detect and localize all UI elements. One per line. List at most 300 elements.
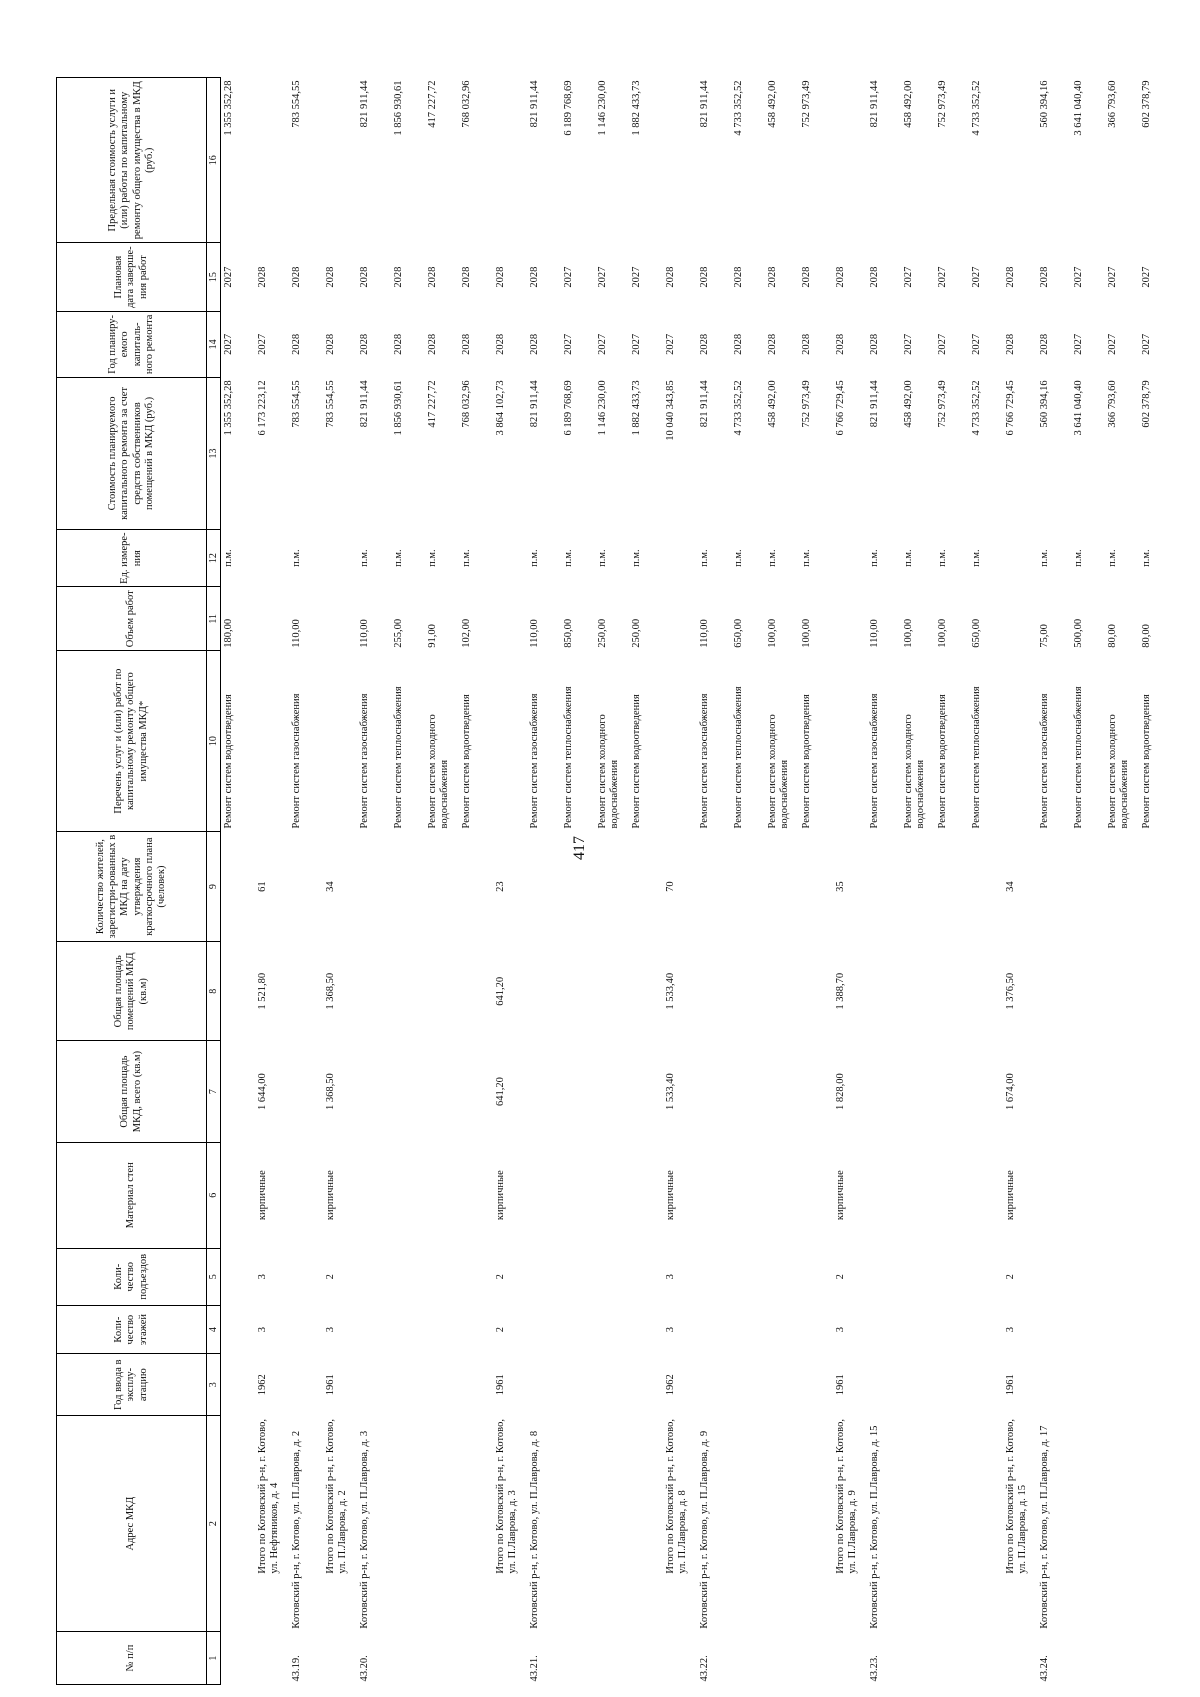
- cell-col-5: 2: [1005, 1274, 1016, 1280]
- cell-col-6: кирпичные: [495, 1170, 506, 1221]
- cell-col-2: [1105, 1416, 1139, 1632]
- cell-col-3: [867, 1354, 901, 1416]
- cell-col-7: [289, 1041, 323, 1142]
- rotated-page: [0, 67, 1152, 1697]
- cell-col-13: 1 856 930,61: [393, 380, 404, 436]
- cell-col-2: [391, 1416, 425, 1632]
- column-header-1: № п/п: [57, 1632, 207, 1685]
- cell-col-1: [1071, 1632, 1105, 1685]
- column-header-7: Общая площадь МКД, всего (кв.м): [57, 1041, 207, 1142]
- cell-col-8: [595, 942, 629, 1041]
- cell-col-13: 366 793,60: [1107, 380, 1118, 428]
- cell-col-8: [799, 942, 833, 1041]
- table-row: [357, 78, 391, 1685]
- cell-col-16: 3 641 040,40: [1073, 80, 1084, 136]
- cell-col-4: 3: [665, 1327, 676, 1333]
- cell-col-2: Итого по Котовский р-н, г. Котово, ул. П.Лаврова, д. 9: [835, 1419, 859, 1574]
- cell-col-16: 821 911,44: [359, 80, 370, 128]
- cell-col-8: [289, 942, 323, 1041]
- cell-col-4: 3: [325, 1327, 336, 1333]
- cell-col-14: 2027: [1107, 333, 1118, 355]
- cell-col-10: Ремонт систем теплоснабжения: [1073, 686, 1084, 829]
- cell-col-9: [697, 831, 731, 941]
- cell-col-4: [629, 1305, 663, 1353]
- cell-col-16: 1 146 230,00: [597, 80, 608, 136]
- cell-col-8: [901, 942, 935, 1041]
- cell-col-4: [1037, 1305, 1071, 1353]
- table-row: [629, 78, 663, 1685]
- cell-col-7: 1 644,00: [257, 1073, 268, 1110]
- cell-col-8: 1 388,70: [835, 972, 846, 1010]
- cell-col-7: 641,20: [495, 1077, 506, 1107]
- cell-col-16: 366 793,60: [1107, 80, 1118, 128]
- cell-col-4: [799, 1305, 833, 1353]
- cell-col-8: [1139, 942, 1173, 1041]
- cell-col-14: 2028: [801, 333, 812, 355]
- cell-col-10: Ремонт систем газоснабжения: [359, 693, 370, 829]
- cell-col-8: [1037, 942, 1071, 1041]
- cell-col-2: [459, 1416, 493, 1632]
- cell-col-13: 821 911,44: [359, 380, 370, 428]
- total-row: [255, 78, 289, 1685]
- cell-col-3: [935, 1354, 969, 1416]
- column-number-2: 2: [207, 1416, 221, 1632]
- cell-col-16: 821 911,44: [869, 80, 880, 128]
- header-row: [57, 78, 207, 1685]
- cell-col-8: [969, 942, 1003, 1041]
- cell-col-5: [1105, 1248, 1139, 1305]
- cell-col-15: 2027: [1073, 266, 1084, 288]
- cell-col-15: 2027: [631, 266, 642, 288]
- cell-col-14: 2027: [665, 333, 676, 355]
- cell-col-13: 560 394,16: [1039, 380, 1050, 428]
- cell-col-1: 43.20.: [359, 1655, 370, 1682]
- cell-col-14: 2028: [427, 333, 438, 355]
- cell-col-8: 1 376,50: [1005, 972, 1016, 1010]
- cell-col-4: [391, 1305, 425, 1353]
- cell-col-10: Ремонт систем водоотведения: [223, 694, 234, 829]
- cell-col-4: [221, 1305, 256, 1353]
- cell-col-3: [799, 1354, 833, 1416]
- cell-col-12: п.м.: [359, 549, 370, 567]
- cell-col-1: 43.24.: [1039, 1655, 1050, 1682]
- cell-col-15: 2028: [257, 266, 268, 288]
- cell-col-13: 417 227,72: [427, 380, 438, 428]
- cell-col-10: Ремонт систем водоотведения: [631, 694, 642, 829]
- cell-col-16: 768 032,96: [461, 80, 472, 128]
- cell-col-6: [459, 1142, 493, 1248]
- cell-col-6: [935, 1142, 969, 1248]
- cell-col-9: 34: [1005, 881, 1016, 892]
- cell-col-15: 2028: [1005, 266, 1016, 288]
- cell-col-9: [221, 831, 256, 941]
- cell-col-13: 6 189 768,69: [563, 380, 574, 436]
- cell-col-9: [935, 831, 969, 941]
- cell-col-13: 6 766 729,45: [835, 380, 846, 436]
- cell-col-10: Ремонт систем газоснабжения: [529, 693, 540, 829]
- cell-col-11: 110,00: [699, 619, 710, 648]
- cell-col-7: [765, 1041, 799, 1142]
- total-row: [833, 78, 867, 1685]
- cell-col-15: 2027: [597, 266, 608, 288]
- cell-col-12: п.м.: [393, 549, 404, 567]
- cell-col-14: 2027: [631, 333, 642, 355]
- cell-col-13: 783 554,55: [325, 380, 336, 428]
- cell-col-12: п.м.: [223, 549, 234, 567]
- cell-col-16: 821 911,44: [699, 80, 710, 128]
- cell-col-1: 43.19.: [291, 1655, 302, 1682]
- cell-col-7: [1071, 1041, 1105, 1142]
- cell-col-4: [1139, 1305, 1173, 1353]
- cell-col-5: [1139, 1248, 1173, 1305]
- cell-col-9: [1105, 831, 1139, 941]
- cell-col-15: 2027: [1107, 266, 1118, 288]
- cell-col-14: 2028: [393, 333, 404, 355]
- column-number-14: 14: [207, 311, 221, 377]
- cell-col-12: [663, 530, 697, 587]
- cell-col-3: [561, 1354, 595, 1416]
- cell-col-15: 2028: [359, 266, 370, 288]
- cell-col-10: Ремонт систем газоснабжения: [699, 693, 710, 829]
- cell-col-6: кирпичные: [257, 1170, 268, 1221]
- cell-col-7: [697, 1041, 731, 1142]
- cell-col-2: Котовский р-н, г. Котово, ул. П.Лаврова, д. 3: [359, 1430, 370, 1629]
- cell-col-13: 752 973,49: [937, 380, 948, 428]
- table-row: [1037, 78, 1071, 1685]
- cell-col-2: [731, 1416, 765, 1632]
- column-number-7: 7: [207, 1041, 221, 1142]
- cell-col-6: кирпичные: [835, 1170, 846, 1221]
- cell-col-10: Ремонт систем газоснабжения: [869, 693, 880, 829]
- cell-col-5: [595, 1248, 629, 1305]
- page-number: 417: [571, 836, 588, 860]
- cell-col-12: [323, 530, 357, 587]
- cell-col-8: [561, 942, 595, 1041]
- cell-col-11: 250,00: [631, 618, 642, 648]
- cell-col-14: 2027: [257, 333, 268, 355]
- cell-col-9: [391, 831, 425, 941]
- column-number-4: 4: [207, 1305, 221, 1353]
- column-number-13: 13: [207, 377, 221, 529]
- cell-col-10: Ремонт систем холодного водоснабжения: [767, 714, 791, 829]
- cell-col-6: [799, 1142, 833, 1248]
- table-row: [595, 78, 629, 1685]
- cell-col-14: 2027: [971, 333, 982, 355]
- cell-col-3: 1961: [325, 1374, 336, 1396]
- cell-col-7: [799, 1041, 833, 1142]
- cell-col-3: [1037, 1354, 1071, 1416]
- cell-col-14: 2028: [1005, 333, 1016, 355]
- table-row: [527, 78, 561, 1685]
- cell-col-4: [1105, 1305, 1139, 1353]
- column-number-row: [207, 78, 221, 1685]
- cell-col-15: 2028: [767, 266, 778, 288]
- cell-col-11: 255,00: [393, 618, 404, 648]
- column-number-9: 9: [207, 831, 221, 941]
- cell-col-14: 2027: [597, 333, 608, 355]
- cell-col-8: [1105, 942, 1139, 1041]
- cell-col-5: [561, 1248, 595, 1305]
- cell-col-3: 1962: [665, 1374, 676, 1396]
- cell-col-7: 1 368,50: [325, 1073, 336, 1110]
- cell-col-1: [1105, 1632, 1139, 1685]
- table-row: [561, 78, 595, 1685]
- cell-col-6: [221, 1142, 256, 1248]
- cell-col-6: кирпичные: [1005, 1170, 1016, 1221]
- cell-col-7: 1 674,00: [1005, 1073, 1016, 1110]
- cell-col-10: Ремонт систем холодного водоснабжения: [903, 714, 927, 829]
- cell-col-8: [357, 942, 391, 1041]
- cell-col-1: 43.23.: [869, 1655, 880, 1682]
- table-row: [289, 78, 323, 1685]
- cell-col-4: [1071, 1305, 1105, 1353]
- cell-col-1: [561, 1632, 595, 1685]
- cell-col-11: 80,00: [1141, 624, 1152, 648]
- cell-col-16: [255, 78, 289, 243]
- cell-col-14: 2028: [461, 333, 472, 355]
- cell-col-8: [527, 942, 561, 1041]
- cell-col-9: [901, 831, 935, 941]
- column-number-8: 8: [207, 942, 221, 1041]
- cell-col-16: 752 973,49: [801, 80, 812, 128]
- column-header-14: Год планиру-емого капиталь-ного ремонта: [57, 311, 207, 377]
- cell-col-15: 2028: [1039, 266, 1050, 288]
- cell-col-8: [867, 942, 901, 1041]
- cell-col-2: Котовский р-н, г. Котово, ул. П.Лаврова, д. 9: [699, 1430, 710, 1629]
- cell-col-11: 180,00: [223, 618, 234, 648]
- cell-col-14: 2028: [529, 333, 540, 355]
- cell-col-6: [527, 1142, 561, 1248]
- cell-col-5: [629, 1248, 663, 1305]
- table-row: [867, 78, 901, 1685]
- cell-col-7: [425, 1041, 459, 1142]
- cell-col-12: п.м.: [1039, 549, 1050, 567]
- cell-col-6: [425, 1142, 459, 1248]
- cell-col-3: [1071, 1354, 1105, 1416]
- cell-col-2: Итого по Котовский р-н, г. Котово, ул. П.Лаврова, д. 8: [665, 1419, 689, 1574]
- cell-col-15: 2028: [733, 266, 744, 288]
- cell-col-9: [1071, 831, 1105, 941]
- cell-col-12: [255, 530, 289, 587]
- cell-col-10: Ремонт систем водоотведения: [461, 694, 472, 829]
- cell-col-7: 1 533,40: [665, 1073, 676, 1110]
- cell-col-2: [561, 1416, 595, 1632]
- total-row: [493, 78, 527, 1685]
- cell-col-16: 1 882 433,73: [631, 80, 642, 136]
- column-header-9: Количество жителей, зарегистри-рованных в МКД на дату утверждения краткосрочного плана (человек): [57, 831, 207, 941]
- cell-col-6: [1139, 1142, 1173, 1248]
- cell-col-4: [527, 1305, 561, 1353]
- cell-col-1: [595, 1632, 629, 1685]
- cell-col-7: 1 828,00: [835, 1073, 846, 1110]
- cell-col-16: 4 733 352,52: [733, 80, 744, 136]
- table-row: [765, 78, 799, 1685]
- cell-col-3: [969, 1354, 1003, 1416]
- cell-col-3: [697, 1354, 731, 1416]
- cell-col-6: [391, 1142, 425, 1248]
- cell-col-5: 2: [835, 1274, 846, 1280]
- cell-col-10: Ремонт систем холодного водоснабжения: [427, 714, 451, 829]
- cell-col-1: [799, 1632, 833, 1685]
- cell-col-2: Итого по Котовский р-н, г. Котово, ул. П.Лаврова, д. 2: [325, 1419, 349, 1574]
- cell-col-5: [221, 1248, 256, 1305]
- cell-col-11: 850,00: [563, 618, 574, 648]
- cell-col-10: [663, 651, 697, 832]
- cell-col-5: [289, 1248, 323, 1305]
- cell-col-6: кирпичные: [665, 1170, 676, 1221]
- cell-col-15: 2028: [393, 266, 404, 288]
- column-header-16: Предельная стоимость услуги и (или) работы по капитальному ремонту общего имущества в МКД (руб.): [57, 78, 207, 243]
- cell-col-1: [493, 1632, 527, 1685]
- cell-col-7: [901, 1041, 935, 1142]
- cell-col-8: [459, 942, 493, 1041]
- cell-col-9: [867, 831, 901, 941]
- cell-col-14: 2027: [903, 333, 914, 355]
- cell-col-15: 2028: [699, 266, 710, 288]
- cell-col-1: [765, 1632, 799, 1685]
- cell-col-3: 1961: [495, 1374, 506, 1396]
- cell-col-13: 1 146 230,00: [597, 380, 608, 436]
- cell-col-13: 458 492,00: [767, 380, 778, 428]
- cell-col-4: [765, 1305, 799, 1353]
- cell-col-6: [765, 1142, 799, 1248]
- column-number-11: 11: [207, 587, 221, 651]
- cell-col-6: [357, 1142, 391, 1248]
- cell-col-12: п.м.: [767, 549, 778, 567]
- cell-col-2: Итого по Котовский р-н, г. Котово, ул. П.Лаврова, д. 15: [1005, 1419, 1029, 1574]
- column-number-12: 12: [207, 530, 221, 587]
- cell-col-9: [561, 831, 595, 941]
- cell-col-7: [1105, 1041, 1139, 1142]
- cell-col-14: 2027: [563, 333, 574, 355]
- cell-col-9: [289, 831, 323, 941]
- cell-col-16: [1003, 78, 1037, 243]
- cell-col-10: [255, 651, 289, 832]
- cell-col-5: [1071, 1248, 1105, 1305]
- table-row: [1105, 78, 1139, 1685]
- cell-col-7: [561, 1041, 595, 1142]
- cell-col-15: 2028: [665, 266, 676, 288]
- cell-col-11: [493, 587, 527, 651]
- cell-col-9: 35: [835, 881, 846, 892]
- cell-col-8: [221, 942, 256, 1041]
- cell-col-14: 2028: [869, 333, 880, 355]
- cell-col-12: п.м.: [291, 549, 302, 567]
- cell-col-9: [1037, 831, 1071, 941]
- cell-col-14: 2028: [359, 333, 370, 355]
- cell-col-6: [1105, 1142, 1139, 1248]
- cell-col-12: п.м.: [937, 549, 948, 567]
- cell-col-13: 6 766 729,45: [1005, 380, 1016, 436]
- cell-col-3: [357, 1354, 391, 1416]
- cell-col-15: 2028: [835, 266, 846, 288]
- cell-col-2: Котовский р-н, г. Котово, ул. П.Лаврова, д. 2: [291, 1430, 302, 1629]
- table-row: [799, 78, 833, 1685]
- cell-col-2: [765, 1416, 799, 1632]
- cell-col-3: 1961: [1005, 1374, 1016, 1396]
- cell-col-5: [969, 1248, 1003, 1305]
- cell-col-5: [935, 1248, 969, 1305]
- cell-col-1: 43.22.: [699, 1655, 710, 1682]
- cell-col-7: [935, 1041, 969, 1142]
- cell-col-6: [1071, 1142, 1105, 1248]
- total-row: [663, 78, 697, 1685]
- cell-col-16: 560 394,16: [1039, 80, 1050, 128]
- cell-col-4: [867, 1305, 901, 1353]
- cell-col-5: [731, 1248, 765, 1305]
- cell-col-15: 2027: [223, 266, 234, 288]
- cell-col-10: Ремонт систем теплоснабжения: [733, 686, 744, 829]
- cell-col-3: [731, 1354, 765, 1416]
- cell-col-10: [833, 651, 867, 832]
- cell-col-6: [289, 1142, 323, 1248]
- cell-col-1: [1003, 1632, 1037, 1685]
- column-header-10: Перечень услуг и (или) работ по капитальному ремонту общего имущества МКД*: [57, 651, 207, 832]
- cell-col-7: [629, 1041, 663, 1142]
- cell-col-3: [289, 1354, 323, 1416]
- cell-col-8: 1 368,50: [325, 972, 336, 1010]
- cell-col-12: п.м.: [733, 549, 744, 567]
- cell-col-12: [833, 530, 867, 587]
- cell-col-14: 2028: [1039, 333, 1050, 355]
- cell-col-12: п.м.: [461, 549, 472, 567]
- cell-col-1: [629, 1632, 663, 1685]
- cell-col-11: 110,00: [529, 619, 540, 648]
- cell-col-15: 2028: [427, 266, 438, 288]
- cell-col-16: 4 733 352,52: [971, 80, 982, 136]
- column-header-15: Плановая дата заверше-ния работ: [57, 243, 207, 311]
- cell-col-8: [391, 942, 425, 1041]
- cell-col-5: 3: [257, 1274, 268, 1280]
- cell-col-14: 2027: [223, 333, 234, 355]
- cell-col-15: 2028: [495, 266, 506, 288]
- cell-col-8: [1071, 942, 1105, 1041]
- cell-col-10: Ремонт систем теплоснабжения: [563, 686, 574, 829]
- cell-col-13: 3 641 040,40: [1073, 380, 1084, 436]
- cell-col-15: 2028: [869, 266, 880, 288]
- cell-col-14: 2028: [835, 333, 846, 355]
- cell-col-11: [833, 587, 867, 651]
- total-row: [323, 78, 357, 1685]
- column-header-6: Материал стен: [57, 1142, 207, 1248]
- cell-col-2: [425, 1416, 459, 1632]
- cell-col-13: 821 911,44: [699, 380, 710, 428]
- cell-col-11: 100,00: [937, 618, 948, 648]
- cell-col-11: 650,00: [971, 618, 982, 648]
- cell-col-13: 10 040 343,85: [665, 380, 676, 441]
- cell-col-2: [935, 1416, 969, 1632]
- cell-col-16: 417 227,72: [427, 80, 438, 128]
- cell-col-15: 2028: [291, 266, 302, 288]
- cell-col-5: [1037, 1248, 1071, 1305]
- capital-repair-table: [56, 77, 1173, 1685]
- cell-col-13: 602 378,79: [1141, 380, 1152, 428]
- column-header-13: Стоимость планируемого капитального ремонта за счет средств собственников помещений в МКД (руб.): [57, 377, 207, 529]
- cell-col-9: [629, 831, 663, 941]
- table-row: [1139, 78, 1173, 1685]
- cell-col-2: [221, 1416, 256, 1632]
- table-row: [459, 78, 493, 1685]
- column-number-15: 15: [207, 243, 221, 311]
- column-header-11: Объем работ: [57, 587, 207, 651]
- cell-col-9: [357, 831, 391, 941]
- cell-col-4: [731, 1305, 765, 1353]
- cell-col-4: [969, 1305, 1003, 1353]
- cell-col-11: [1003, 587, 1037, 651]
- cell-col-1: [221, 1632, 256, 1685]
- cell-col-11: 100,00: [767, 618, 778, 648]
- cell-col-5: [765, 1248, 799, 1305]
